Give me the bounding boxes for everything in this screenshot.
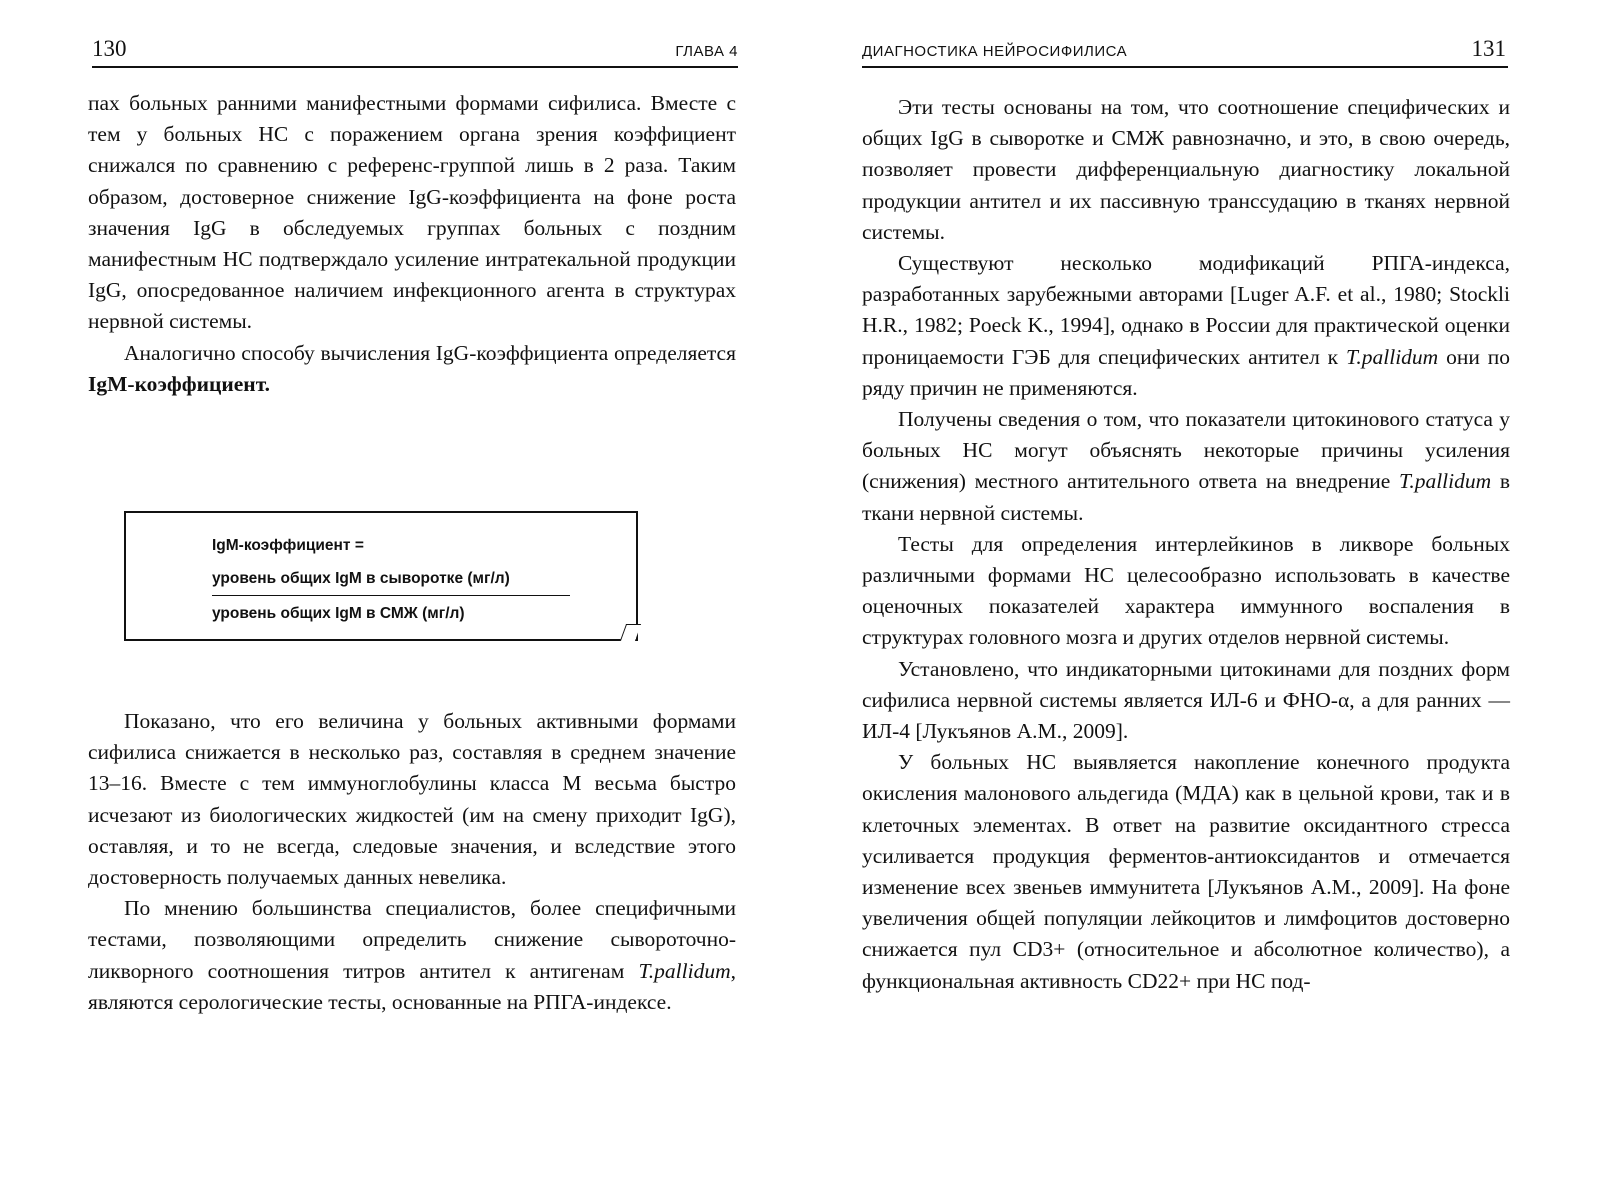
paragraph: Установлено, что индикаторными цитокинами для поздних форм сифилиса нервной системы является ИЛ-6 и ФНО-α, а для ранних — ИЛ-4 [Лукъянов А.М., 2009]. — [862, 656, 1510, 744]
running-head: ДИАГНОСТИКА НЕЙРОСИФИЛИСА — [862, 43, 1128, 60]
running-head: ГЛАВА 4 — [675, 43, 738, 60]
paragraph: Эти тесты основаны на том, что соотношение специфических и общих IgG в сыворотке и СМЖ равнозначно, и это, в свою очередь, позволяет провести дифференциальную диагностику локальной продукции антител и их пассивную транссудацию в тканях нервной системы. — [862, 95, 1510, 244]
page-number: 131 — [1471, 36, 1506, 61]
formula-denominator: уровень общих IgM в СМЖ (мг/л) — [212, 605, 465, 622]
formula-box — [124, 511, 638, 641]
right-text — [862, 92, 1510, 997]
paragraph: Получены сведения о том, что показатели цитокинового статуса у больных НС могут объяснять некоторые причины усиления (снижения) местного антительного ответа на внедрение T.pallidum в ткани нервной системы. — [862, 407, 1510, 525]
left-text-top — [88, 88, 736, 400]
paragraph: По мнению большинства специалистов, более специфичными тестами, позволяющими определить снижение сывороточно-ликворного соотношения титров антител к антигенам T.pallidum, являются серологические тесты, основанные на РПГА-индексе. — [88, 896, 736, 1014]
left-text-bottom — [88, 706, 736, 1018]
formula-numerator: уровень общих IgM в сыворотке (мг/л) — [212, 570, 510, 587]
paragraph: Аналогично способу вычисления IgG-коэффициента определяется IgM-коэффициент. — [88, 340, 736, 396]
paragraph: Тесты для определения интерлейкинов в ликворе больных различными формами НС целесообразно использовать в качестве оценочных показателей характера иммунного воспаления в структурах головного мозга и других отделов нервной системы. — [862, 531, 1510, 650]
formula-title: IgM-коэффициент = — [212, 537, 364, 554]
page-fold-corner — [620, 624, 641, 641]
paragraph: Существуют несколько модификаций РПГА-индекса, разработанных зарубежными авторами [Luger A.F. et al., 1980; Stockli H.R., 1982; Poeck K., 1994], однако в России для практической оценки проницаемости ГЭБ для специфических антител к T.pallidum они по ряду причин не применяются. — [862, 251, 1510, 400]
paragraph: Показано, что его величина у больных активными формами сифилиса снижается в несколько раз, составляя в среднем значение 13–16. Вместе с тем иммуноглобулины класса М весьма быстро исчезают из биологических жидкостей (им на смену приходит IgG), оставляя, и то не всегда, следовые значения, и вследствие этого достоверность получаемых данных невелика. — [88, 709, 736, 890]
paragraph: пах больных ранними манифестными формами сифилиса. Вместе с тем у больных НС с поражением органа зрения коэффициент снижался по сравнению с референс-группой лишь в 2 раза. Таким образом, достоверное снижение IgG-коэффициента на фоне роста значения IgG в обследуемых группах больных с поздним манифестным НС подтверждало усиление интратекальной продукции IgG, опосредованное наличием инфекционного агента в структурах нервной системы. — [88, 91, 736, 334]
right-page — [800, 0, 1600, 1179]
bold-term: IgM-коэффициент. — [88, 371, 271, 396]
paragraph: У больных НС выявляется накопление конечного продукта окисления малонового альдегида (МДА) как в цельной крови, так и в клеточных элементах. В ответ на развитие оксидантного стресса усиливается продукция ферментов-антиоксидантов и отмечается изменение всех звеньев иммунитета [Лукъянов А.М., 2009]. На фоне увеличения общей популяции лейкоцитов и лимфоцитов достоверно снижается пул CD3+ (относительное и абсолютное количество), а функциональная активность CD22+ при НС под- — [862, 750, 1510, 993]
left-page — [0, 0, 760, 1179]
page-number: 130 — [92, 36, 127, 61]
right-page-header — [862, 30, 1508, 68]
fraction-line — [212, 595, 570, 596]
left-page-header — [92, 30, 738, 68]
